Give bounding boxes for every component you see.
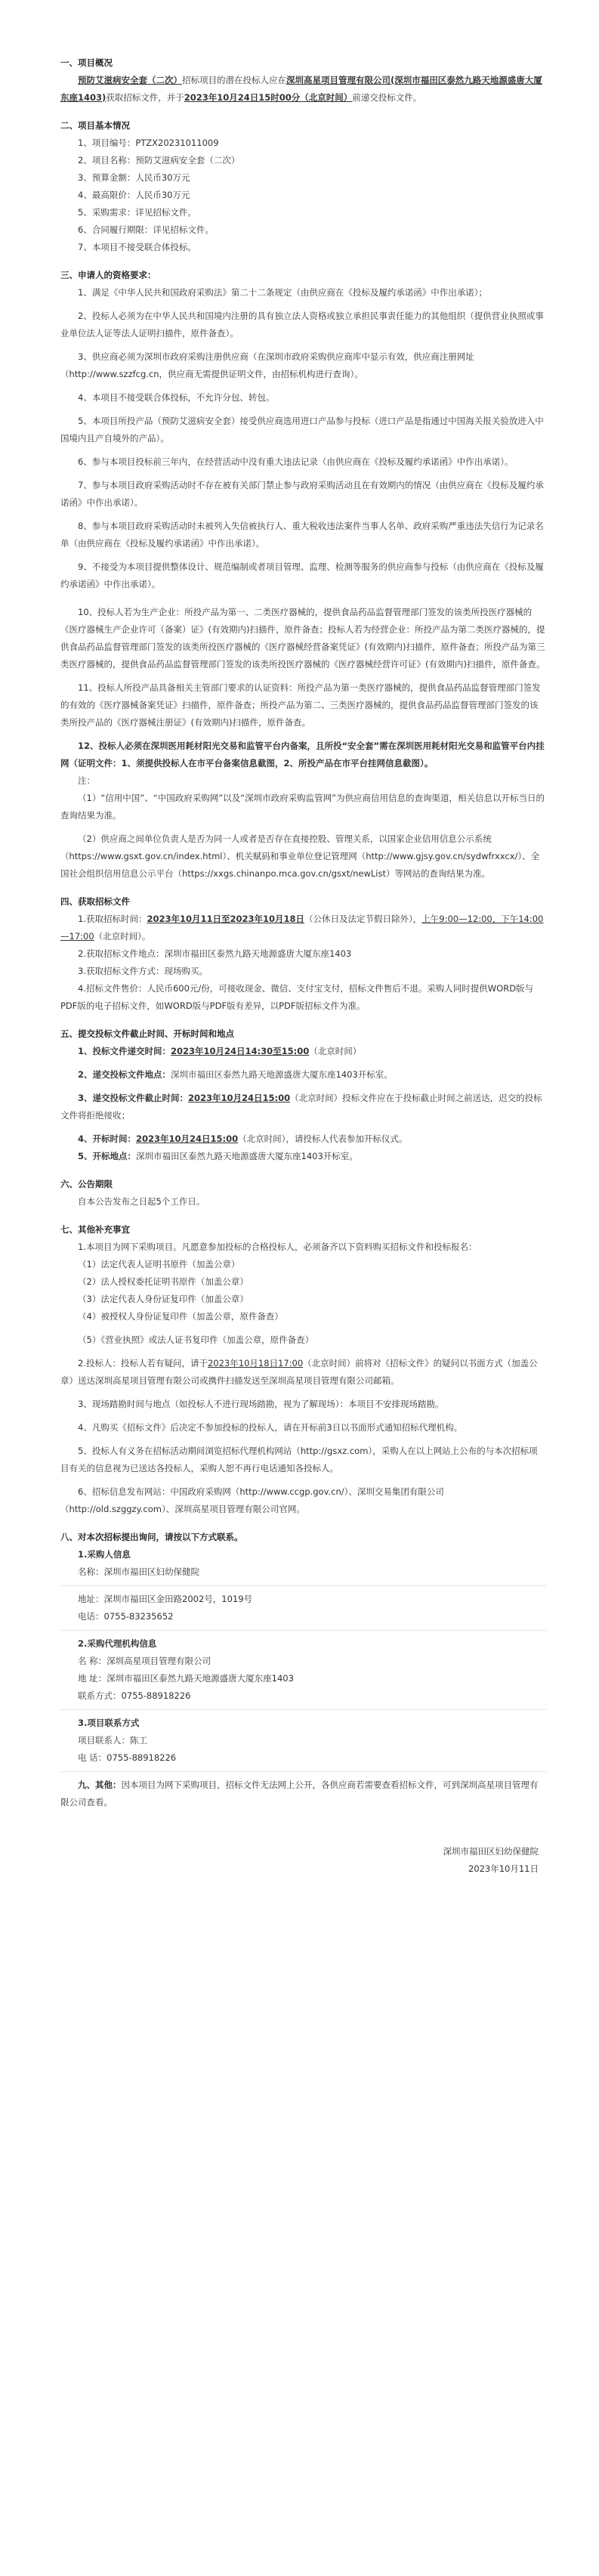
note-2: （2）供应商之间单位负责人是否为同一人或者是否存在直接控股、管理关系，以国家企业信用信息公示系统（https://www.gsxt.gov.cn/index.html）、机关赋码和事业单位登记管理网（http://www.gjsy.gov.cn/sydwfrxxcx/）、全国社会组织信用信息公示平台（https://xxgs.chinanpo.mca.gov.cn/gsxt/newList）等网站的查询结果为准。 — [60, 833, 540, 879]
opening-time-value: 2023年10月24日15:00 — [136, 1133, 239, 1144]
note-1: （1）“信用中国”、“中国政府采购网”以及“深圳市政府采购监管网”为供应商信用信息的查询渠道，相关信息以开标当日的查询结果为准。 — [60, 793, 545, 821]
required-document: （2）法人授权委托证明书原件（加盖公章） — [78, 1276, 249, 1287]
section-3-title: 三、申请人的资格要求： — [60, 270, 156, 280]
issuer-name: 深圳市福田区妇幼保健院 — [443, 1846, 539, 1857]
qualification-item: 6、参与本项目投标前三年内，在经营活动中没有重大违法记录（由供应商在《投标及履约承诺函》中作出承诺）。 — [78, 456, 514, 467]
submission-time-label: 1、投标文件递交时间： — [78, 1046, 171, 1056]
supplement-2-a: 2.投标人：投标人若有疑问，请于 — [78, 1358, 208, 1368]
qualification-item: 9、不接受为本项目提供整体设计、规范编制或者项目管理、监理、检测等服务的供应商参与投标（由供应商在《投标及履约承诺函》中作出承诺）。 — [60, 561, 544, 589]
agent-address: 地 址：深圳市福田区泰然九路天地源盛唐大厦东座1403 — [78, 1673, 294, 1684]
opening-time-note: （北京时间），请投标人代表参加开标仪式。 — [238, 1133, 408, 1144]
obtain-hours: 上午9:00—12:00，下午14:00—17:00 — [60, 914, 544, 942]
submission-deadline-label: 3、递交投标文件截止时间： — [78, 1093, 189, 1103]
deadline: 2023年10月24日15时00分（北京时间） — [184, 92, 353, 103]
qualification-item: 1、满足《中华人民共和国政府采购法》第二十二条规定（由供应商在《投标及履约承诺函》中作出承诺）； — [78, 287, 488, 298]
section-8-title: 八、对本次招标提出询问，请按以下方式联系。 — [60, 1532, 243, 1542]
qualification-item: 12、投标人必须在深圳医用耗材阳光交易和监管平台内备案，且所投“安全套”需在深圳医用耗材阳光交易和监管平台内挂网（证明文件：1、须提供投标人在市平台备案信息截图，2、所投产品在市平台挂网信息截图）。 — [60, 741, 545, 768]
obtain-time-tz: （北京时间）。 — [94, 931, 151, 942]
project-info-item: 5、采购需求：详见招标文件。 — [78, 207, 196, 218]
qualification-item: 7、参与本项目政府采购活动时不存在被有关部门禁止参与政府采购活动且在有效期内的情况（由供应商在《投标及履约承诺函》中作出承诺）。 — [60, 480, 544, 508]
opening-time-label: 4、开标时间： — [78, 1133, 137, 1144]
section-1-title: 一、项目概况 — [60, 57, 113, 68]
supplement-4: 4、凡购买《招标文件》后决定不参加投标的投标人，请在开标前3日以书面形式通知招标代理机构。 — [78, 1422, 463, 1433]
buyer-phone: 电话：0755-83235652 — [78, 1611, 174, 1622]
opening-time — [60, 1130, 546, 1148]
section-9-text: 因本项目为网下采购项目，招标文件无法网上公开，各供应商若需要查看招标文件，可到深圳高星项目管理有限公司查看。 — [60, 1780, 539, 1808]
overview-text-b: 获取招标文件，并于 — [106, 92, 184, 103]
obtain-address: 2.获取招标文件地点：深圳市福田区泰然九路天地源盛唐大厦东座1403 — [78, 948, 352, 959]
supplement-2-c: （北京时间）前将对《招标文件》的疑问以书面方式（加盖公章）送达深圳高星项目管理有限公司或携件扫描发送至深圳高星项目管理有限公司邮箱。 — [60, 1358, 538, 1386]
obtain-time — [60, 911, 546, 945]
opening-place — [60, 1148, 546, 1165]
project-info-item: 2、项目名称：预防艾滋病安全套（二次） — [78, 155, 240, 165]
question-deadline: 2023年10月18日17:00 — [207, 1358, 304, 1368]
announcement-body — [60, 54, 546, 1878]
buyer-info-title: 1.采购人信息 — [78, 1549, 131, 1560]
project-info-item: 4、最高限价：人民币30万元 — [78, 190, 190, 200]
section-9 — [60, 1777, 546, 1811]
agent-info-title: 2.采购代理机构信息 — [78, 1638, 157, 1649]
notice-period: 自本公告发布之日起5个工作日。 — [78, 1196, 205, 1207]
section-2-title: 二、项目基本情况 — [60, 120, 130, 131]
divider — [60, 1709, 546, 1710]
section-5-title: 五、提交投标文件截止时间、开标时间和地点 — [60, 1028, 234, 1039]
required-document: （3）法定代表人身份证复印件（加盖公章） — [78, 1294, 249, 1304]
agent-name: 名 称：深圳高星项目管理有限公司 — [78, 1656, 212, 1666]
qualification-item: 8、参与本项目政府采购活动时未被列入失信被执行人、重大税收违法案件当事人名单、政府采购严重违法失信行为记录名单（由供应商在《投标及履约承诺函》中作出承诺）。 — [60, 521, 544, 549]
required-document: （1）法定代表人证明书原件（加盖公章） — [78, 1259, 240, 1269]
project-info-item: 7、本项目不接受联合体投标。 — [78, 242, 196, 252]
submission-place — [60, 1066, 546, 1084]
submission-place-value: 深圳市福田区泰然九路天地源盛唐大厦东座1403开标室。 — [171, 1069, 393, 1080]
divider — [60, 1630, 546, 1631]
submission-time — [60, 1043, 546, 1060]
supplement-3: 3、现场踏勘时间与地点（如投标人不进行现场踏勘，视为了解现场）：本项目不安排现场踏勘。 — [78, 1399, 444, 1409]
required-document: （4）被授权人身份证复印件（加盖公章，原件备查） — [78, 1311, 283, 1322]
project-info-item: 1、项目编号：PTZX20231011009 — [78, 138, 219, 148]
overview-text-a: 招标项目的潜在投标人应在 — [182, 75, 286, 85]
submission-deadline-note: （北京时间）投标文件应在于投标截止时间之前送达，迟交的投标文件将拒绝接收； — [60, 1093, 542, 1121]
qualification-item: 10、投标人若为生产企业：所投产品为第一、二类医疗器械的，提供食品药品监督管理部门签发的该类所投医疗器械的《医疗器械生产企业许可（备案）证》(有效期内)扫描件，原件备查；投标人若为经营企业：所投产品为第二类医疗器械的，提供食品药品监督管理部门签发的该类所投医疗器械的《医疗器械经营备案凭证》(有效期内)扫描件，原件备查；所投产品为第三类医疗器械的，提供食品药品监督管理部门签发的该类所投医疗器械的《医疗器械经营许可证》(有效期内)扫描件，原件备查。 — [60, 607, 545, 670]
qualification-item: 2、投标人必须为在中华人民共和国境内注册的具有独立法人资格或独立承担民事责任能力的其他组织（提供营业执照或事业单位法人证等法人证明扫描件，原件备查）。 — [60, 311, 544, 339]
project-overview-text — [60, 72, 546, 107]
supplement-2 — [60, 1355, 546, 1390]
section-7-title: 七、其他补充事宜 — [60, 1224, 130, 1235]
qualification-item: 5、本项目所投产品（预防艾滋病安全套）接受供应商选用进口产品参与投标（进口产品是指通过中国海关报关验放进入中国境内且产自境外的产品）。 — [60, 416, 544, 444]
required-document: （5）《营业执照》或法人证书复印件（加盖公章，原件备查） — [78, 1334, 314, 1345]
buyer-name: 名称：深圳市福田区妇幼保健院 — [78, 1566, 199, 1577]
obtain-time-label: 1.获取招标时间： — [78, 914, 147, 924]
obtain-time-note: （公休日及法定节假日除外）， — [304, 914, 422, 924]
supplement-1: 1.本项目为网下采购项目。凡愿意参加投标的合格投标人，必须备齐以下资料购买招标文件和投标报名： — [78, 1242, 477, 1252]
submission-place-label: 2、递交投标文件地点： — [78, 1069, 171, 1080]
opening-place-value: 深圳市福田区泰然九路天地源盛唐大厦东座1403开标室。 — [136, 1151, 358, 1161]
submission-deadline — [60, 1090, 546, 1124]
divider — [60, 1771, 546, 1772]
contact-person: 项目联系人：陈工 — [78, 1735, 147, 1746]
qualification-item: 4、本项目不接受联合体投标，不允许分包、转包。 — [78, 392, 275, 403]
section-6-title: 六、公告期限 — [60, 1179, 113, 1189]
buyer-address: 地址：深圳市福田区金田路2002号，1019号 — [78, 1594, 253, 1604]
agency-address: 深圳高星项目管理有限公司(深圳市福田区泰然九路天地源盛唐大厦东座1403) — [60, 75, 542, 103]
contact-phone: 电 话：0755-88918226 — [78, 1752, 177, 1763]
submission-deadline-value: 2023年10月24日15:00 — [188, 1093, 291, 1103]
project-info-item: 6、合同履行期限：详见招标文件。 — [78, 224, 214, 235]
note-label: 注： — [78, 775, 95, 786]
project-name: 预防艾滋病安全套（二次） — [78, 75, 182, 85]
contact-title: 3.项目联系方式 — [78, 1718, 140, 1728]
supplement-5: 5、投标人有义务在招标活动期间浏览招标代理机构网站（http://gsxz.com），采购人在以上网站上公布的与本次招标项目有关的信息视为已送达各投标人，采购人恕不再行电话通知各投标人。 — [60, 1446, 538, 1474]
supplement-6: 6、招标信息发布网站：中国政府采购网（http://www.ccgp.gov.cn/）、深圳交易集团有限公司（http://old.szggzy.com）、深圳高星项目管理有限公司官网。 — [60, 1486, 444, 1514]
agent-phone: 联系方式：0755-88918226 — [78, 1690, 191, 1701]
overview-text-c: 前递交投标文件。 — [352, 92, 422, 103]
obtain-date-range: 2023年10月11日至2023年10月18日 — [147, 914, 305, 924]
opening-place-label: 5、开标地点： — [78, 1151, 137, 1161]
submission-time-value: 2023年10月24日14:30至15:00 — [171, 1046, 310, 1056]
section-4-title: 四、获取招标文件 — [60, 896, 130, 907]
divider — [60, 1585, 546, 1586]
submission-time-tz: （北京时间） — [309, 1046, 362, 1056]
obtain-method: 3.获取招标文件方式：现场购买。 — [78, 966, 208, 976]
section-9-title: 九、其他： — [78, 1780, 122, 1790]
qualification-item: 11、投标人所投产品具备相关主管部门要求的认证资料：所投产品为第一类医疗器械的，提供食品药品监督管理部门签发的有效的《医疗器械备案凭证》扫描件，原件备查；所投产品为第二、三类医疗器械的，提供食品药品监督管理部门签发的该类所投产品的《医疗器械注册证》(有效期内)扫描件，原件备查。 — [60, 682, 541, 728]
project-info-item: 3、预算金额：人民币30万元 — [78, 172, 190, 183]
document-price: 4.招标文件售价：人民币600元/份，可接收现金、微信、支付宝支付，招标文件售后不退。采购人同时提供WORD版与PDF版的电子招标文件，如WORD版与PDF版有差异，以PDF版招标文件为准。 — [60, 983, 534, 1011]
issue-date: 2023年10月11日 — [468, 1863, 539, 1874]
qualification-item: 3、供应商必须为深圳市政府采购注册供应商（在深圳市政府采购供应商库中显示有效，供应商注册网址（http://www.szzfcg.cn，供应商无需提供证明文件，由招标机构进行查询）。 — [60, 351, 474, 379]
